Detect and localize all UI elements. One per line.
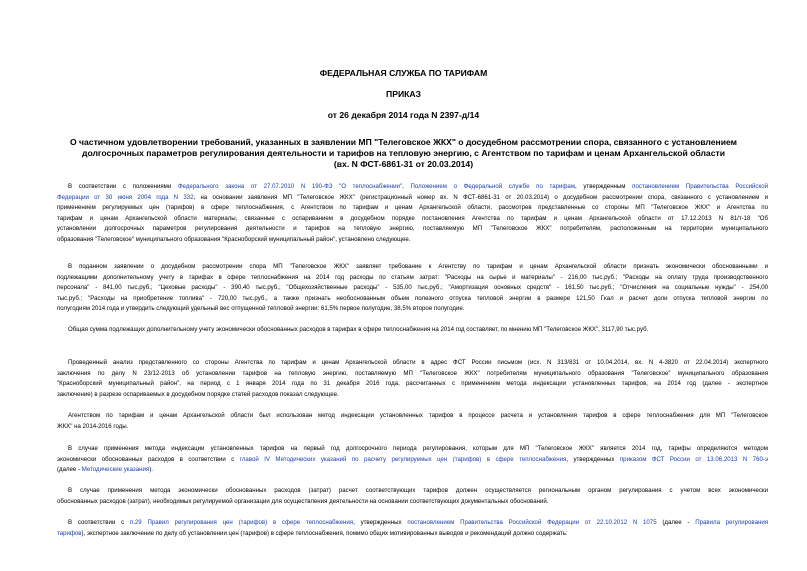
text-run: ). (149, 466, 153, 474)
text-line (57, 518, 768, 529)
text-run: , (402, 183, 411, 190)
text-run: применением регулируемых цен (тарифов) в сфере теплоснабжения, с Агентством по тарифам и ценам Архангельской области, рассмотрев представленные со стороны МП "Телеговское ЖКХ" и Агентства по (57, 204, 768, 212)
text-run: заключение) в разрезе оспариваемых в досудебном порядке статей расходов показал следующее. (57, 390, 339, 398)
text-run: В соответствии с (68, 519, 130, 526)
text-line (57, 379, 768, 390)
text-run: тыс.руб.; "Расходы на приобретение топлива" - 720,00 тыс.руб., а также признать необоснованным объем полезного отпуска тепловой энергии в размере 121,50 Гкал и расчет доли отпуска тепловой энергии по (57, 294, 768, 302)
doc-date: от 26 декабря 2014 года N 2397-д/14 (327, 110, 480, 120)
paragraph (57, 262, 768, 315)
text-run: (далее - (57, 466, 82, 474)
paragraph (57, 444, 768, 476)
text-run: экономически обоснованных расходов в соответствии с (57, 455, 240, 463)
text-line (57, 497, 768, 508)
text-run: В соответствии с положениями (68, 183, 178, 190)
text-run: , на основании заявления МП "Телеговское ЖКХ" (регистрационный номер вх. N ФСТ-6861-31 от 20.03.2014) о досудебном рассмотрении спора, связанного с установлением и (193, 193, 768, 201)
document-link[interactable]: постановлением Правительства Российской Федерации от 22.10.2012 N 1075 (407, 519, 657, 526)
document-link[interactable]: главой IV Методических указаний по расчету регулируемых цен (тарифов) в сфере теплоснабжения (239, 455, 567, 463)
text-line (57, 235, 768, 246)
document-link[interactable]: тарифов (57, 529, 82, 537)
text-run: В случае применения метода индексации установленных тарифов на первый год долгосрочного периода регулирования, которым для МП "Телеговское ЖКХ" является 2014 год, тарифы определяются методом (68, 445, 768, 452)
text-run: Агентством по тарифам и ценам Архангельской области был использован метод индексации установленных тарифов в процессе расчета и установления тарифов в сфере теплоснабжения для МП "Телеговское (68, 412, 768, 419)
text-run: подлежащими дополнительному учету в тарифах в сфере теплоснабжения на 2014 год расходы по статьям затрат: "Расходы на сырье и материалы" - 216,00 тыс.руб.; "Расходы на оплату труда производственного (57, 273, 768, 281)
text-line (57, 325, 768, 336)
doc-title (40, 137, 767, 170)
text-run: , утвержденных (566, 455, 620, 463)
paragraph (57, 325, 768, 336)
text-line (57, 193, 768, 204)
text-run: ), экспертное заключение по делу об установлении цен (тарифов) в сфере теплоснабжения, помимо общих мотивированных выводов и рекомендаций должно содержать: (81, 529, 568, 537)
agency-heading: ФЕДЕРАЛЬНАЯ СЛУЖБА ПО ТАРИФАМ (319, 68, 488, 78)
text-line (57, 369, 768, 380)
text-line (57, 455, 768, 466)
document-link[interactable]: постановлением Правительства Российской (632, 183, 768, 190)
text-line (57, 465, 768, 476)
text-run: В поданном заявлении о досудебном рассмотрении спора МП "Телеговское ЖКХ" заявляет требование к Агентству по тарифам и ценам Архангельской области признать экономически обоснованными и (68, 263, 768, 270)
text-run: полугодиям 2014 года и утвердить следующий удельный вес отпущенной тепловой энергии: 61,5% первое полугодие, 38,5% второе полугодие. (57, 305, 465, 313)
paragraph (57, 411, 768, 432)
document-link[interactable]: Методические указания (81, 466, 150, 474)
text-run: "Красноборский муниципальный район", на период с 1 января 2014 года по 31 декабря 2016 года, рассчитанных с применением метода индексации установленных тарифов, на 2014 год (далее - экспертное (57, 380, 768, 388)
text-run: , утвержденным (575, 183, 633, 190)
title-line: (вх. N ФСТ-6861-31 от 20.03.2014) (333, 159, 474, 169)
text-line (57, 422, 768, 433)
text-line (57, 486, 768, 497)
text-line (57, 262, 768, 273)
document-link[interactable]: Правила регулирования (695, 519, 768, 526)
text-line (57, 304, 768, 315)
document-link[interactable]: Положением о Федеральной службе по тарифам (410, 183, 576, 190)
text-line (57, 224, 768, 235)
text-line (57, 358, 768, 369)
document-link[interactable]: п.29 Правил регулирования цен (тарифов) в сфере теплоснабжения (129, 519, 354, 526)
text-run: установлении долгосрочных параметров регулирования деятельности и тарифов на тепловую энергию, поставляемую МП "Телеговское ЖКХ" потребителям, расположенным на территории муниципального (57, 225, 768, 233)
text-line (57, 214, 768, 225)
title-line: долгосрочных параметров регулирования деятельности и тарифов на тепловую энергию, с Агентством по тарифам и ценам Архангельской области (81, 148, 725, 158)
text-line (57, 283, 768, 294)
text-line (57, 182, 768, 193)
text-line (57, 444, 768, 455)
paragraph (57, 358, 768, 400)
title-line: О частичном удовлетворении требований, указанных в заявлении МП "Телеговское ЖКХ" о досудебном рассмотрении спора, связанного с установлением (69, 137, 738, 147)
text-line (57, 273, 768, 284)
text-run: В случае применения метода экономически обоснованных расходов (затрат) расчет соответствующих тарифов должен осуществляется региональным органом регулирования с учетом всех экономически (68, 487, 768, 494)
text-run: образования "Телеговское" муниципального образования "Красноборский муниципальный район", установлено следующее. (57, 235, 411, 243)
paragraph (57, 486, 768, 507)
text-line (57, 203, 768, 214)
text-line (57, 529, 768, 540)
document-link[interactable]: Федерального закона от 27.07.2010 N 190-ФЗ "О теплоснабжении" (177, 183, 403, 190)
text-run: (далее - (656, 519, 696, 526)
doc-type-heading: ПРИКАЗ (386, 89, 421, 99)
text-run: обоснованных расходов (затрат), необходимых регулируемой организации для осуществления деятельности на основании соответствующих документальных обоснований. (57, 497, 549, 505)
text-run: , утвержденных (353, 519, 408, 526)
text-run: ЖКХ" на 2014-2016 годы. (57, 422, 129, 430)
text-run: Проведенный анализ представленного со стороны Агентства по тарифам и ценам Архангельской области в адрес ФСТ России письмом (исх. N 313/831 от 10.04.2014, вх. N 4-3820 от 22.04.2014) экспертного (68, 359, 768, 366)
document-link[interactable]: Федерации от 30 июня 2004 года N 332 (57, 193, 194, 201)
text-run: тарифам и ценам Архангельской области материалы, связанные с оспариванием в досудебном порядке постановления Агентства по тарифам и ценам Архангельской области от 17.12.2013 N 81/т-18 "Об (57, 214, 768, 222)
paragraph (57, 518, 768, 539)
text-run: заключения по делу N 23/12-2013 об установлении тарифов на тепловую энергию, поставляемую МП "Телеговское ЖКХ" потребителям муниципального образования "Телеговское" муниципального образования (57, 369, 768, 377)
text-line (57, 411, 768, 422)
document-link[interactable]: приказом ФСТ России от 13.06.2013 N 760-э (619, 455, 768, 463)
text-line (57, 294, 768, 305)
paragraph (57, 182, 768, 246)
text-run: персонала" - 841,00 тыс.руб.; "Цеховые расходы" - 390,40 тыс.руб.; "Общехозяйственные расходы" - 535,00 тыс.руб.; "Амортизация основных средств" - 161,50 тыс.руб.; "Отчисления на социальные нужды" - 254,00 (57, 284, 768, 292)
text-run: Общая сумма подлежащих дополнительному учету экономически обоснованных расходов в тарифах в сфере теплоснабжения на 2014 год составляет, по мнению МП "Телеговское ЖКХ", 3117,90 тыс.руб. (68, 326, 649, 333)
text-line (57, 390, 768, 401)
